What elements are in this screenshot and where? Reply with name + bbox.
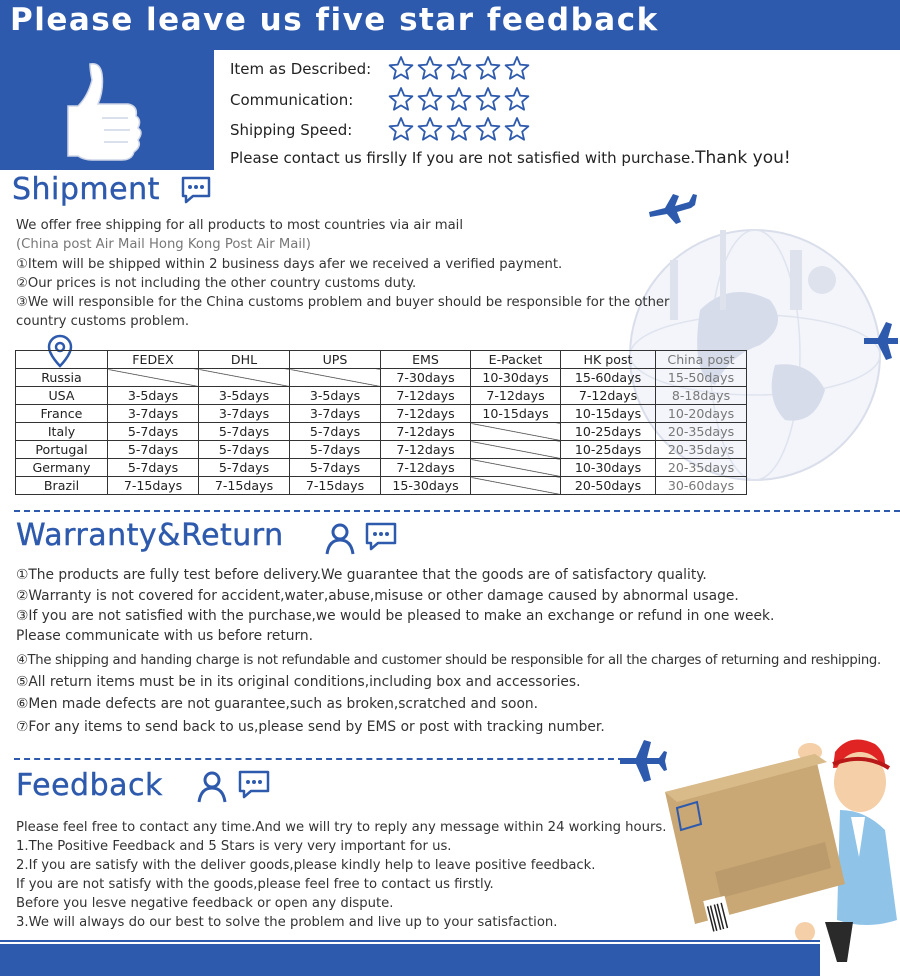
delivery-time-cell: 15-30days — [381, 477, 471, 495]
table-header-cell — [16, 351, 108, 369]
delivery-man-illustration — [655, 722, 900, 976]
shipment-title: Shipment — [12, 172, 160, 207]
delivery-time-cell: 5-7days — [108, 423, 199, 441]
delivery-time-cell: 5-7days — [199, 441, 290, 459]
delivery-time-cell: 30-60days — [656, 477, 747, 495]
country-cell: USA — [16, 387, 108, 405]
star-icon[interactable] — [417, 116, 443, 142]
delivery-time-cell: 7-12days — [561, 387, 656, 405]
warranty-title: Warranty&Return — [16, 518, 284, 553]
delivery-time-cell: 7-30days — [381, 369, 471, 387]
delivery-time-cell: 15-60days — [561, 369, 656, 387]
delivery-time-cell: 7-12days — [381, 387, 471, 405]
star-icon[interactable] — [417, 55, 443, 81]
chat-icon — [364, 521, 398, 553]
delivery-time-cell: 10-15days — [561, 405, 656, 423]
delivery-time-cell: 10-30days — [471, 369, 561, 387]
shipment-line: ①Item will be shipped within 2 business days afer we received a verified payment. — [16, 257, 563, 272]
delivery-time-cell: 3-7days — [108, 405, 199, 423]
delivery-time-cell — [471, 477, 561, 495]
warranty-line: Please communicate with us before return. — [16, 628, 314, 644]
thanks-text: Thank you! — [695, 148, 791, 168]
star-icon[interactable] — [446, 86, 472, 112]
shipping-table — [15, 350, 747, 495]
delivery-time-cell: 10-20days — [656, 405, 747, 423]
warranty-line: ⑥Men made defects are not guarantee,such as broken,scratched and soon. — [16, 696, 539, 712]
delivery-time-cell: 20-35days — [656, 459, 747, 477]
shipment-line: ③We will responsible for the China customs problem and buyer should be responsible for the other — [16, 295, 670, 310]
contact-text: Please contact us firslly If you are not satisfied with purchase. — [230, 149, 696, 167]
country-cell: Brazil — [16, 477, 108, 495]
star-icon[interactable] — [388, 55, 414, 81]
warranty-line: ①The products are fully test before delivery.We guarantee that the goods are of satisfactory quality. — [16, 567, 707, 583]
delivery-time-cell: 10-25days — [561, 423, 656, 441]
warranty-line: ③If you are not satisfied with the purchase,we would be pleased to make an exchange or refund in one week. — [16, 608, 775, 624]
user-icon — [196, 770, 228, 804]
warranty-line: ⑤All return items must be in its original conditions,including box and accessories. — [16, 674, 581, 690]
delivery-time-cell: 3-7days — [290, 405, 381, 423]
shipment-line: ②Our prices is not including the other country customs duty. — [16, 276, 417, 291]
warranty-line: ⑦For any items to send back to us,please send by EMS or post with tracking number. — [16, 719, 605, 735]
shipment-line: country customs problem. — [16, 314, 190, 329]
feedback-line: 1.The Positive Feedback and 5 Stars is very very important for us. — [16, 839, 452, 854]
rating-label-item: Item as Described: — [230, 60, 372, 78]
star-icon[interactable] — [504, 55, 530, 81]
delivery-time-cell: 5-7days — [108, 441, 199, 459]
star-icon[interactable] — [417, 86, 443, 112]
delivery-time-cell: 15-50days — [656, 369, 747, 387]
table-row — [16, 459, 747, 477]
footer-bar — [0, 944, 820, 976]
delivery-time-cell: 7-15days — [108, 477, 199, 495]
section-divider — [14, 758, 624, 760]
delivery-time-cell: 5-7days — [199, 423, 290, 441]
feedback-line: 2.If you are satisfy with the deliver goods,please kindly help to leave positive feedback. — [16, 858, 596, 873]
delivery-time-cell: 5-7days — [108, 459, 199, 477]
delivery-time-cell: 5-7days — [290, 423, 381, 441]
table-header-cell: UPS — [290, 351, 381, 369]
table-header-cell: E-Packet — [471, 351, 561, 369]
delivery-time-cell: 7-12days — [381, 459, 471, 477]
chat-icon — [180, 175, 212, 205]
airplane-icon — [645, 186, 697, 230]
table-row — [16, 405, 747, 423]
delivery-time-cell: 7-12days — [381, 423, 471, 441]
delivery-time-cell: 3-5days — [290, 387, 381, 405]
user-icon — [324, 522, 356, 556]
delivery-time-cell — [471, 459, 561, 477]
star-icon[interactable] — [504, 116, 530, 142]
feedback-title: Feedback — [16, 768, 163, 803]
delivery-time-cell: 5-7days — [199, 459, 290, 477]
delivery-time-cell — [108, 369, 199, 387]
delivery-time-cell: 3-5days — [199, 387, 290, 405]
delivery-time-cell: 3-5days — [108, 387, 199, 405]
table-header-cell: HK post — [561, 351, 656, 369]
star-icon[interactable] — [446, 55, 472, 81]
delivery-time-cell: 5-7days — [290, 459, 381, 477]
table-row — [16, 369, 747, 387]
delivery-time-cell — [199, 369, 290, 387]
country-cell: Germany — [16, 459, 108, 477]
star-icon[interactable] — [388, 116, 414, 142]
delivery-time-cell: 5-7days — [290, 441, 381, 459]
star-icon[interactable] — [475, 86, 501, 112]
table-header-cell: China post — [656, 351, 747, 369]
stars-item[interactable] — [388, 55, 530, 81]
country-cell: Russia — [16, 369, 108, 387]
rating-label-shipping: Shipping Speed: — [230, 121, 353, 139]
contact-line — [230, 148, 791, 168]
delivery-time-cell — [471, 423, 561, 441]
table-header-cell: EMS — [381, 351, 471, 369]
rating-label-communication: Communication: — [230, 91, 354, 109]
delivery-time-cell: 10-30days — [561, 459, 656, 477]
section-divider — [14, 510, 900, 512]
delivery-time-cell: 7-15days — [290, 477, 381, 495]
star-icon[interactable] — [446, 116, 472, 142]
stars-shipping[interactable] — [388, 116, 530, 142]
star-icon[interactable] — [388, 86, 414, 112]
shipment-line: (China post Air Mail Hong Kong Post Air Mail) — [16, 237, 311, 252]
feedback-line: Before you lesve negative feedback or open any dispute. — [16, 896, 394, 911]
star-icon[interactable] — [475, 55, 501, 81]
delivery-time-cell — [290, 369, 381, 387]
delivery-time-cell: 10-25days — [561, 441, 656, 459]
footer-stripe — [0, 940, 820, 942]
star-icon[interactable] — [504, 86, 530, 112]
airplane-icon — [862, 318, 900, 364]
delivery-time-cell: 7-15days — [199, 477, 290, 495]
table-header-cell: DHL — [199, 351, 290, 369]
banner-title: Please leave us five star feedback — [10, 2, 659, 38]
table-row — [16, 477, 747, 495]
feedback-line: If you are not satisfy with the goods,please feel free to contact us firstly. — [16, 877, 494, 892]
delivery-time-cell: 20-35days — [656, 423, 747, 441]
thumbs-up-icon — [62, 60, 142, 164]
delivery-time-cell: 7-12days — [381, 405, 471, 423]
delivery-time-cell: 7-12days — [471, 387, 561, 405]
table-row — [16, 387, 747, 405]
table-row — [16, 423, 747, 441]
table-row — [16, 441, 747, 459]
chat-icon — [237, 769, 271, 801]
table-header-row — [16, 351, 747, 369]
delivery-time-cell: 3-7days — [199, 405, 290, 423]
delivery-time-cell: 20-35days — [656, 441, 747, 459]
feedback-line: Please feel free to contact any time.And we will try to reply any message within 24 working hours. — [16, 820, 667, 835]
delivery-time-cell: 20-50days — [561, 477, 656, 495]
delivery-time-cell — [471, 441, 561, 459]
warranty-line: ④The shipping and handing charge is not refundable and customer should be responsible for all the charges of returning and reshipping. — [16, 653, 881, 668]
warranty-line: ②Warranty is not covered for accident,water,abuse,misuse or other damage caused by abnormal usage. — [16, 588, 739, 604]
country-cell: Italy — [16, 423, 108, 441]
star-icon[interactable] — [475, 116, 501, 142]
country-cell: Portugal — [16, 441, 108, 459]
stars-communication[interactable] — [388, 86, 530, 112]
table-header-cell: FEDEX — [108, 351, 199, 369]
delivery-time-cell: 10-15days — [471, 405, 561, 423]
delivery-time-cell: 8-18days — [656, 387, 747, 405]
shipment-line: We offer free shipping for all products to most countries via air mail — [16, 218, 463, 233]
country-cell: France — [16, 405, 108, 423]
feedback-line: 3.We will always do our best to solve the problem and live up to your satisfaction. — [16, 915, 558, 930]
delivery-time-cell: 7-12days — [381, 441, 471, 459]
